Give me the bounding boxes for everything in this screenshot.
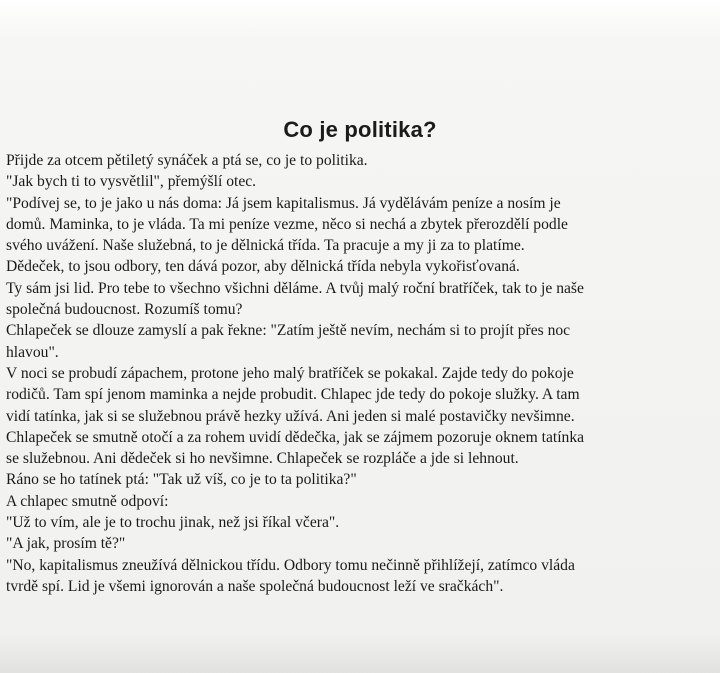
- text-line: "A jak, prosím tě?": [6, 535, 126, 553]
- text-line: "Jak bych ti to vysvětlil", přemýšlí otec.: [6, 173, 257, 191]
- text-line: "Už to vím, ale je to trochu jinak, než jsi říkal včera".: [6, 514, 340, 532]
- text-line: domů. Maminka, to je vláda. Ta mi peníze vezme, něco si nechá a zbytek přerozdělí podle: [6, 215, 568, 233]
- text-line: Chlapeček se dlouze zamyslí a pak řekne: "Zatím ještě nevím, nechám si to projít přes noc: [6, 322, 571, 340]
- text-line: hlavou".: [6, 343, 59, 361]
- text-line: "Podívej se, to je jako u nás doma: Já jsem kapitalismus. Já vydělávám peníze a nosím je: [6, 194, 561, 212]
- text-line: společná budoucnost. Rozumíš tomu?: [6, 301, 243, 319]
- text-line: "No, kapitalismus zneužívá dělnickou třídu. Odbory tomu nečinně přihlížejí, zatímco vláda: [6, 556, 575, 574]
- paper-top-edge: [0, 0, 720, 40]
- text-line: A chlapec smutně odpoví:: [6, 492, 169, 510]
- text-line: tvrdě spí. Lid je všemi ignorován a naše společná budoucnost leží ve sračkách".: [6, 577, 504, 595]
- text-line: rodičů. Tam spí jenom maminka a nejde probudit. Chlapec jde tedy do pokoje služky. A tam: [6, 386, 580, 404]
- text-line: Dědeček, to jsou odbory, ten dává pozor, aby dělnická třída nebyla vykořisťovaná.: [6, 258, 520, 276]
- paper-bottom-edge: [0, 633, 720, 673]
- text-line: vidí tatínka, jak si se služebnou právě hezky užívá. Ani jeden si malé postavičky nevšimne.: [6, 407, 575, 425]
- text-line: Ty sám jsi lid. Pro tebe to všechno všichni děláme. A tvůj malý roční bratříček, tak to je naše: [6, 279, 584, 297]
- text-line: svého uvážení. Naše služebná, to je dělnická třída. Ta pracuje a my ji za to platíme.: [6, 237, 525, 255]
- text-line: Ráno se ho tatínek ptá: "Tak už víš, co je to ta politika?": [6, 471, 357, 489]
- text-line: V noci se probudí zápachem, protone jeho malý bratříček se pokakal. Zajde tedy do pokoje: [6, 364, 574, 382]
- text-line: Přijde za otcem pětiletý synáček a ptá se, co je to politika.: [6, 152, 368, 169]
- story-text: [6, 150, 718, 597]
- text-line: se služebnou. Ani dědeček si ho nevšimne. Chlapeček se rozpláče a jde si lehnout.: [6, 450, 519, 468]
- text-line: Chlapeček se smutně otočí a za rohem uvidí dědečka, jak se zájmem pozoruje oknem tatínka: [6, 428, 585, 446]
- page-title: Co je politika?: [283, 117, 437, 142]
